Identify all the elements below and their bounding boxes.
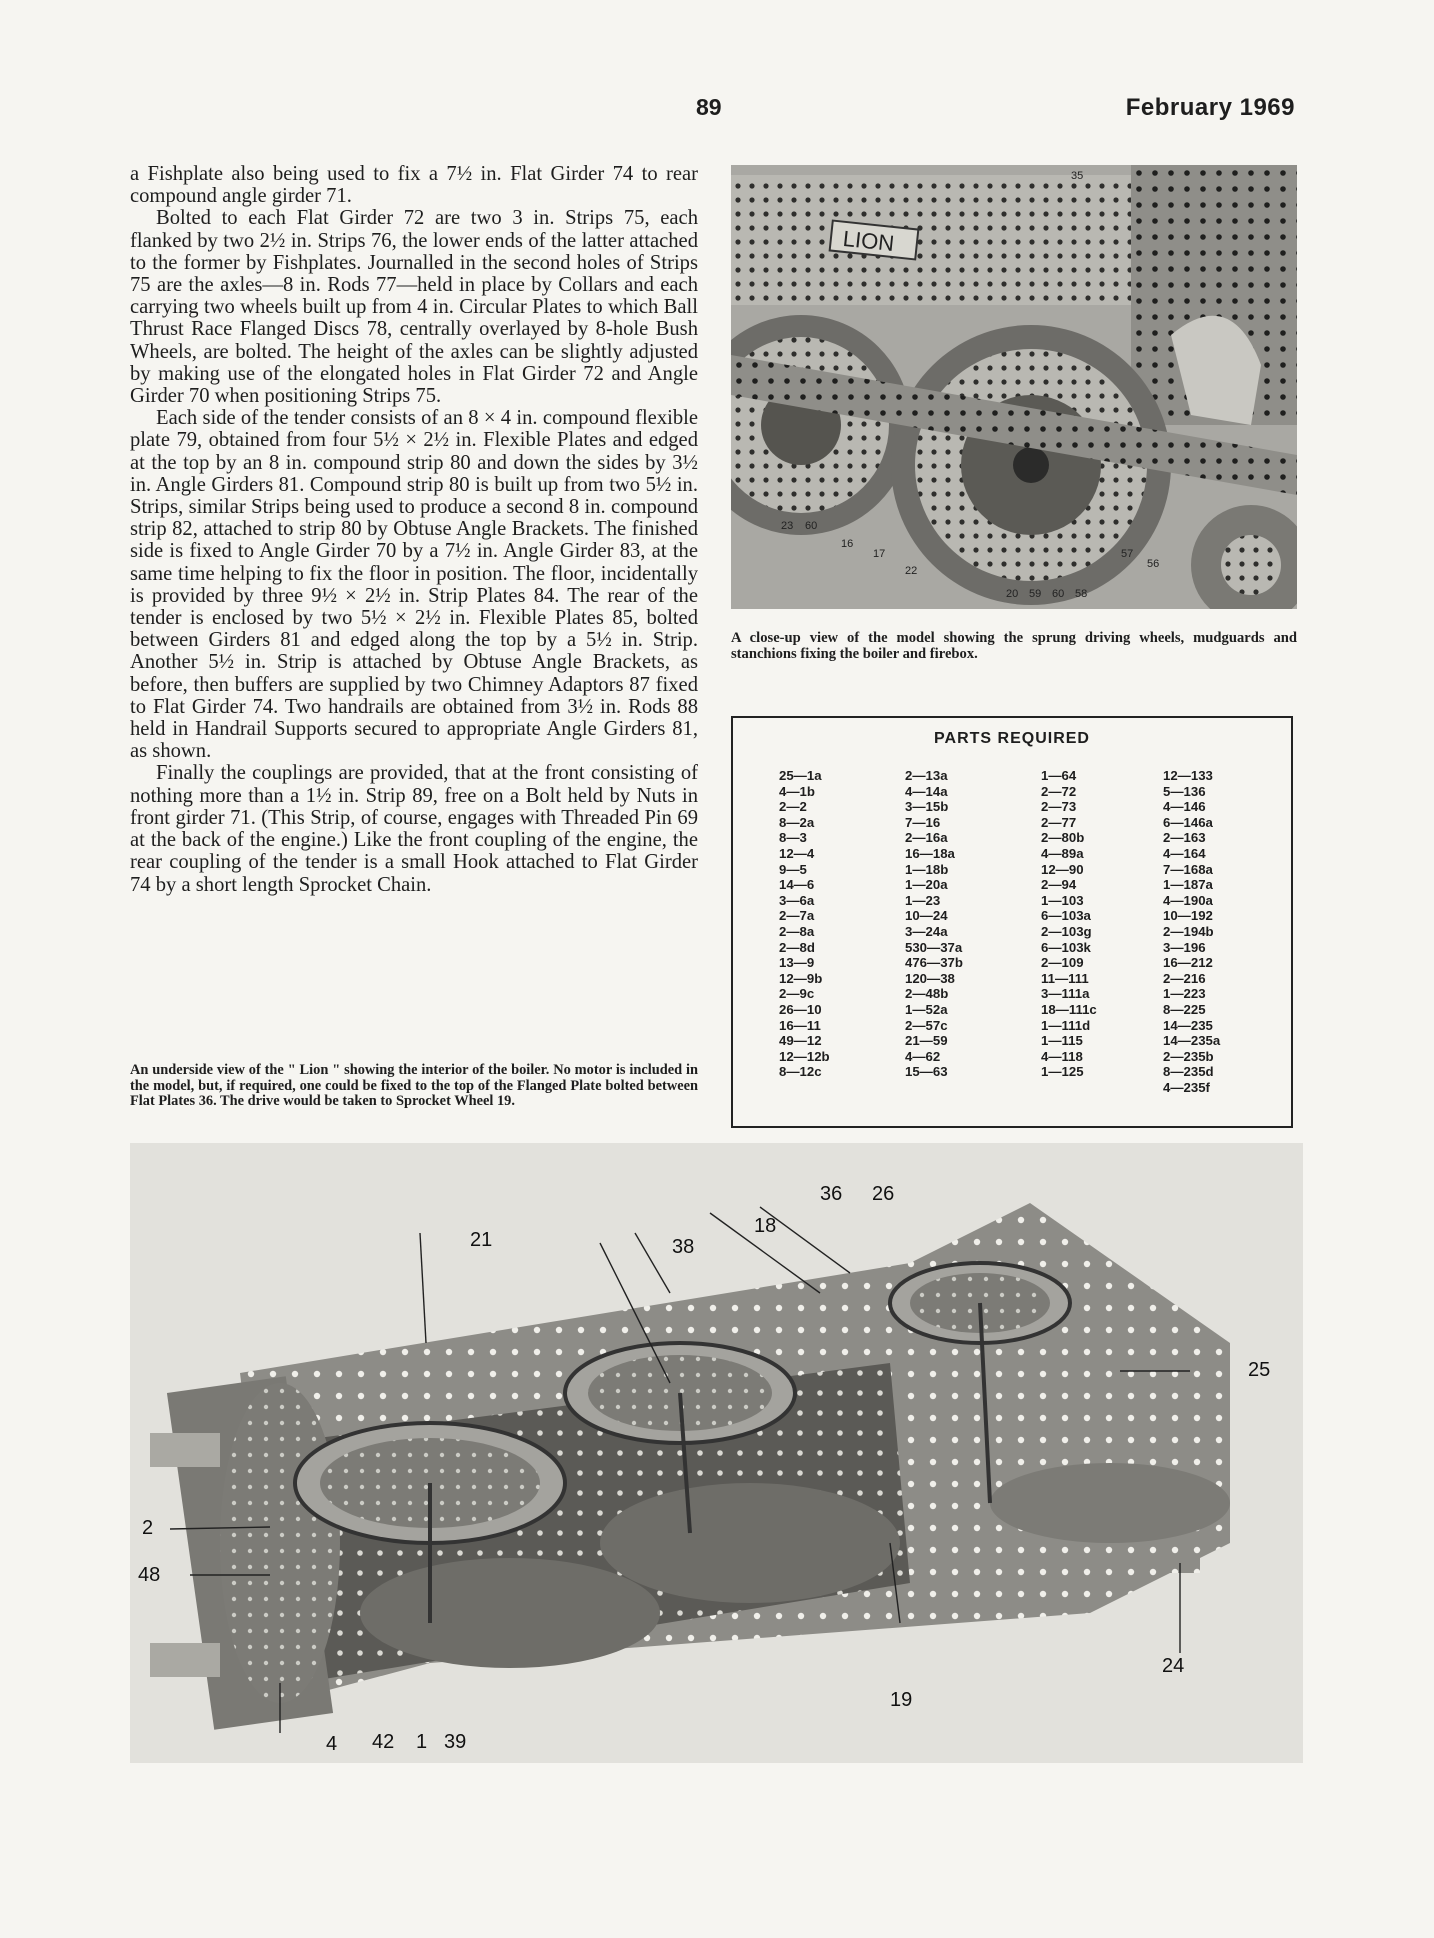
callout-label: 57 (1121, 548, 1134, 560)
part-entry: 2—57c (905, 1017, 948, 1033)
parts-columns (733, 768, 1291, 1118)
callout-label: 35 (1071, 170, 1084, 182)
part-entry: 2—94 (1041, 877, 1077, 893)
part-entry: 2—163 (1163, 830, 1206, 846)
part-entry: 8—2a (779, 814, 815, 830)
part-entry: 1—20a (905, 877, 948, 893)
parts-column (1163, 768, 1220, 1095)
ref-label: 26 (872, 1183, 895, 1205)
part-entry: 2—7a (779, 908, 815, 924)
callout-label: 23 (781, 520, 794, 532)
part-entry: 2—9c (779, 986, 815, 1002)
front-buffer (150, 1643, 220, 1677)
part-entry: 2—109 (1041, 955, 1084, 971)
part-entry: 12—4 (779, 845, 815, 861)
parts-column (905, 768, 963, 1080)
callout-label: 22 (905, 565, 918, 577)
article-paragraph: a Fishplate also being used to fix a 7½ in. Flat Girder 74 to rear compound angle girder 71. (130, 163, 698, 208)
ref-label: 39 (444, 1731, 467, 1753)
ref-label: 19 (890, 1689, 913, 1711)
closeup-photo-caption: A close-up view of the model showing the sprung driving wheels, mudguards and stanchions fixing the boiler and firebox. (731, 630, 1297, 662)
part-entry: 8—225 (1163, 1001, 1206, 1017)
part-entry: 2—194b (1163, 923, 1214, 939)
callout-label: 60 (805, 520, 818, 532)
ref-label: 48 (138, 1564, 161, 1586)
part-entry: 2—48b (905, 986, 949, 1002)
callout-label: 16 (841, 538, 854, 550)
part-entry: 2—8d (779, 939, 815, 955)
part-entry: 6—103k (1041, 939, 1091, 955)
page-header (0, 94, 1434, 124)
part-entry: 1—187a (1163, 877, 1213, 893)
part-entry: 2—8a (779, 923, 815, 939)
part-entry: 21—59 (905, 1033, 948, 1049)
part-entry: 4—190a (1163, 892, 1213, 908)
part-entry: 4—89a (1041, 845, 1084, 861)
part-entry: 1—223 (1163, 986, 1206, 1002)
smokebox-door (220, 1383, 340, 1703)
part-entry: 1—103 (1041, 892, 1084, 908)
part-entry: 1—52a (905, 1001, 948, 1017)
part-entry: 4—146 (1163, 799, 1206, 815)
boiler-plates (731, 175, 1151, 305)
part-entry: 6—103a (1041, 908, 1091, 924)
part-entry: 530—37a (905, 939, 963, 955)
part-entry: 26—10 (779, 1001, 822, 1017)
part-entry: 14—235 (1163, 1017, 1213, 1033)
underside-photo-caption: An underside view of the " Lion " showing the interior of the boiler. No motor is included in the model, but, if required, one could be fixed to the top of the Flanged Plate bolted between Flat Plates 36. The drive would be taken to Sprocket Wheel 19. (130, 1062, 698, 1110)
part-entry: 2—216 (1163, 970, 1206, 986)
front-buffer (150, 1433, 220, 1467)
part-entry: 3—111a (1041, 986, 1090, 1002)
part-entry: 2—73 (1041, 799, 1077, 815)
part-entry: 1—125 (1041, 1064, 1084, 1080)
part-entry: 4—118 (1041, 1048, 1083, 1064)
closeup-photo (731, 165, 1297, 609)
article-text (130, 163, 698, 896)
callout-label: 56 (1147, 558, 1160, 570)
ref-label: 4 (326, 1733, 338, 1755)
part-entry: 5—136 (1163, 783, 1206, 799)
ref-label: 24 (1162, 1655, 1185, 1677)
part-entry: 2—2 (779, 799, 807, 815)
parts-column (779, 768, 830, 1080)
part-entry: 14—235a (1163, 1033, 1221, 1049)
article-paragraph: Finally the couplings are provided, that at the front consisting of nothing more than a 1½ in. Strip 89, free on a Bolt held by Nuts in front girder 71. (This Strip, of course, engages with Threaded Pin 69 at the back of the engine.) Like the front coupling of the engine, the rear coupling of the tender is a small Hook attached to Flat Girder 74 by a short length Sprocket Chain. (130, 762, 698, 896)
part-entry: 1—18b (905, 861, 949, 877)
part-entry: 13—9 (779, 955, 815, 971)
ref-label: 42 (372, 1731, 395, 1753)
part-entry: 2—72 (1041, 783, 1077, 799)
part-entry: 12—133 (1163, 768, 1213, 783)
callout-label: 20 (1006, 588, 1019, 600)
part-entry: 4—62 (905, 1048, 941, 1064)
parts-title: PARTS REQUIRED (934, 730, 1090, 747)
part-entry: 4—164 (1163, 845, 1206, 861)
part-entry: 16—11 (779, 1017, 821, 1033)
part-entry: 12—9b (779, 970, 823, 986)
part-entry: 8—235d (1163, 1064, 1214, 1080)
callout-label: 17 (873, 548, 886, 560)
part-entry: 2—103g (1041, 923, 1092, 939)
part-entry: 9—5 (779, 861, 807, 877)
part-entry: 120—38 (905, 970, 955, 986)
callout-label: 60 (1052, 588, 1065, 600)
part-entry: 8—3 (779, 830, 807, 846)
ref-label: 25 (1248, 1359, 1271, 1381)
part-entry: 18—111c (1041, 1001, 1097, 1017)
underside-photo (130, 1143, 1303, 1763)
part-entry: 3—6a (779, 892, 815, 908)
article-paragraph: Bolted to each Flat Girder 72 are two 3 in. Strips 75, each flanked by two 2½ in. Strips 76, the lower ends of the latter attached to the former by Fishplates. Journalled in the second holes of Strips 75 are the axles—8 in. Rods 77—held in place by Collars and each carrying two wheels built up from 4 in. Circular Plates to which Ball Thrust Race Flanged Discs 78, centrally overlayed by 8-hole Bush Wheels, are bolted. The height of the axles can be slightly adjusted by making use of the elongated holes in Flat Girder 72 and Angle Girder 70 when positioning Strips 75. (130, 207, 698, 408)
part-entry: 49—12 (779, 1033, 822, 1049)
callout-label: 59 (1029, 588, 1042, 600)
part-entry: 6—146a (1163, 814, 1213, 830)
part-entry: 2—77 (1041, 814, 1077, 830)
article-paragraph: Each side of the tender consists of an 8 × 4 in. compound flexible plate 79, obtained from four 5½ × 2½ in. Flexible Plates and edged at the top by an 8 in. compound strip 80 and down the sides by 3½ in. Angle Girders 81. Compound strip 80 is built up from two 5½ in. Strips, similar Strips being used to produce a second 8 in. compound strip 82, attached to strip 80 by Obtuse Angle Brackets. The finished side is fixed to Angle Girder 70 by a 7½ in. Angle Girder 83, at the same time helping to fix the floor in position. The floor, incidentally is provided by three 9½ × 2½ in. Strip Plates 84. The rear of the tender is enclosed by two 5½ × 2½ in. Flexible Plates 85, bolted between Girders 81 and edged along the top by a 5½ in. Strip. Another 5½ in. Strip is attached by Obtuse Angle Brackets, as before, then buffers are supplied by two Chimney Adaptors 87 fixed to Flat Girder 74. Two handrails are obtained from 3½ in. Rods 88 held in Handrail Supports secured to appropriate Angle Girders 81, as shown. (130, 407, 698, 763)
part-entry: 11—111 (1041, 970, 1089, 986)
part-entry: 2—80b (1041, 830, 1085, 846)
ref-label: 1 (416, 1731, 428, 1753)
part-entry: 1—64 (1041, 768, 1077, 783)
part-entry: 1—23 (905, 892, 941, 908)
part-entry: 3—24a (905, 923, 948, 939)
parts-required-box (731, 716, 1293, 1128)
part-entry: 1—115 (1041, 1033, 1083, 1049)
ref-label: 36 (820, 1183, 843, 1205)
part-entry: 2—13a (905, 768, 948, 783)
part-entry: 3—196 (1163, 939, 1206, 955)
part-entry: 10—192 (1163, 908, 1213, 924)
ref-label: 21 (470, 1229, 493, 1251)
part-entry: 16—212 (1163, 955, 1213, 971)
svg-text:LION: LION (841, 225, 896, 257)
part-entry: 4—235f (1163, 1079, 1210, 1095)
parts-column (1041, 768, 1097, 1080)
ref-label: 38 (672, 1236, 695, 1258)
part-entry: 7—168a (1163, 861, 1213, 877)
part-entry: 8—12c (779, 1064, 822, 1080)
part-entry: 25—1a (779, 768, 822, 783)
part-entry: 3—15b (905, 799, 949, 815)
page-number: 89 (696, 94, 722, 120)
part-entry: 14—6 (779, 877, 815, 893)
part-entry: 12—12b (779, 1048, 830, 1064)
ref-label: 2 (142, 1517, 154, 1539)
part-entry: 2—235b (1163, 1048, 1214, 1064)
part-entry: 7—16 (905, 814, 941, 830)
part-entry: 16—18a (905, 845, 955, 861)
part-entry: 4—14a (905, 783, 948, 799)
ref-label: 18 (754, 1215, 777, 1237)
issue-date: February 1969 (1125, 94, 1295, 121)
part-entry: 2—16a (905, 830, 948, 846)
part-entry: 15—63 (905, 1064, 948, 1080)
part-entry: 476—37b (905, 955, 963, 971)
part-entry: 12—90 (1041, 861, 1084, 877)
part-entry: 1—111d (1041, 1017, 1091, 1033)
part-entry: 4—1b (779, 783, 815, 799)
part-entry: 10—24 (905, 908, 948, 924)
callout-label: 58 (1075, 588, 1088, 600)
